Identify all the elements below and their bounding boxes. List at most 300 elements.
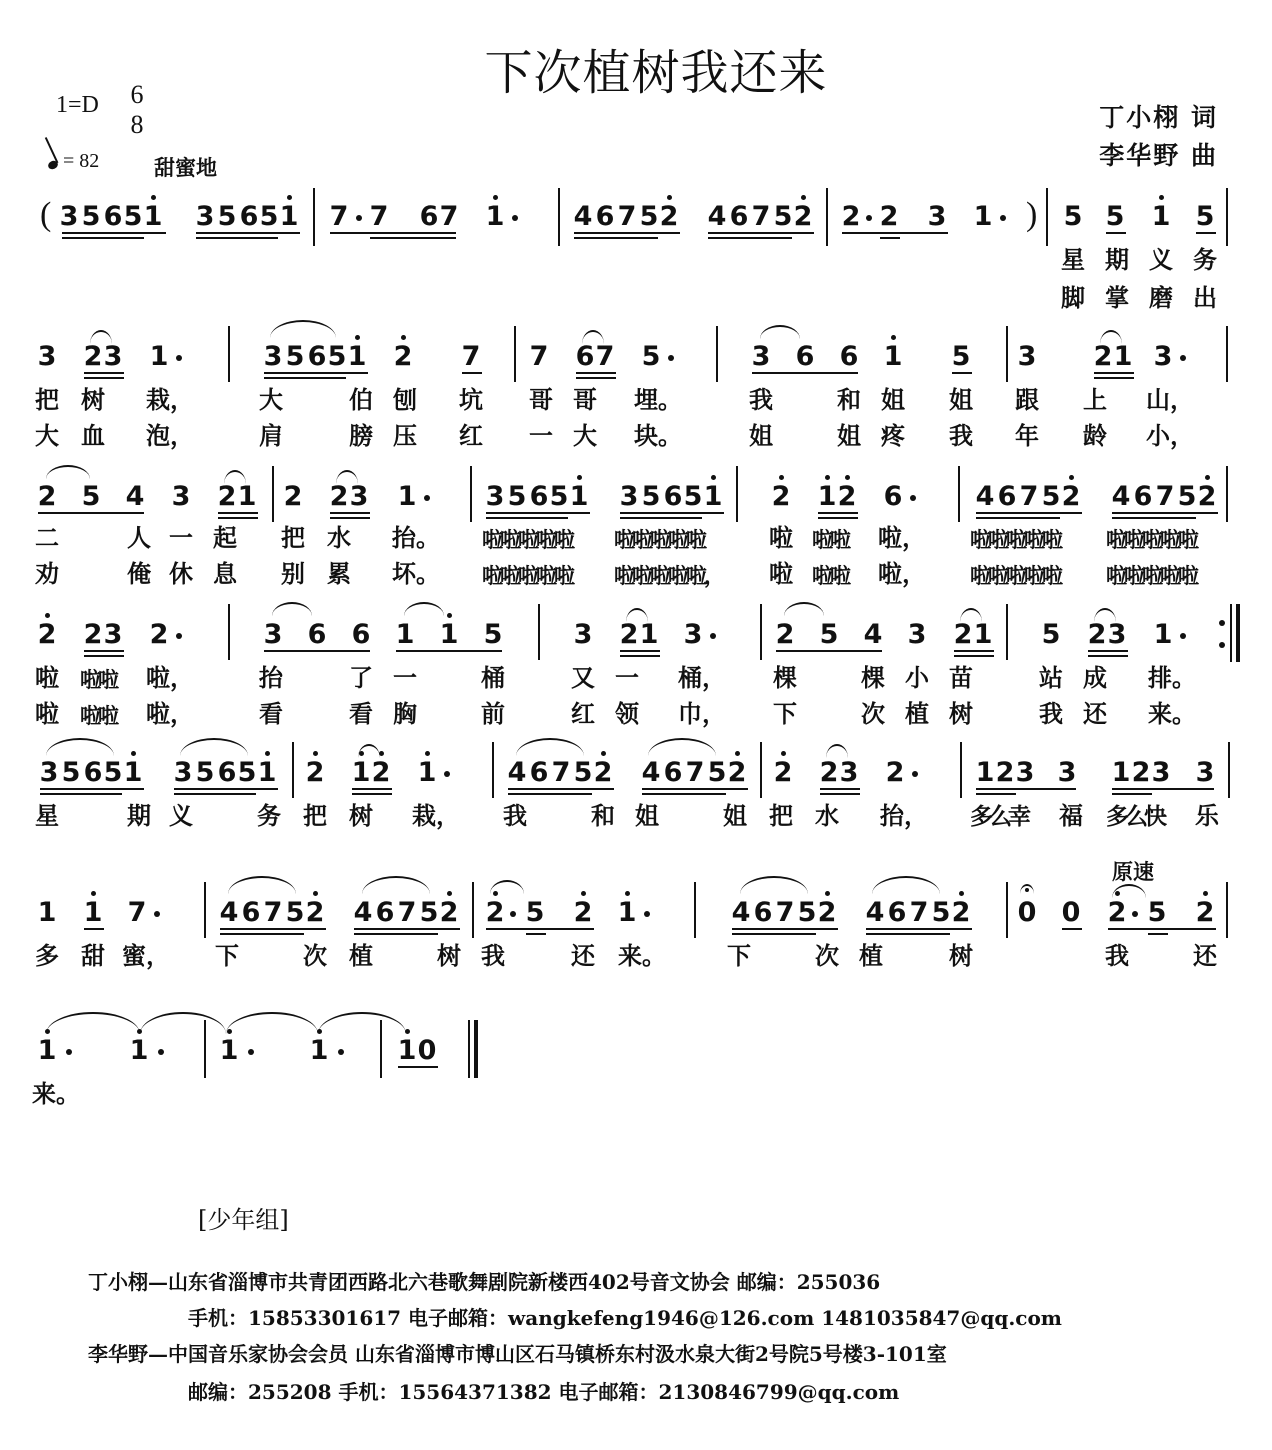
note-digit: 5: [1177, 481, 1197, 512]
lyric-syllable: 来。: [1148, 700, 1196, 728]
note-digit: 3: [263, 341, 283, 372]
duration-underline: [330, 232, 456, 234]
note-digit: 3: [839, 757, 859, 788]
lyric-syllable: 水: [327, 524, 351, 552]
duration-underline: [1088, 650, 1128, 652]
slur-arc: [140, 1012, 226, 1034]
lyric-syllable: 啦啦: [80, 668, 116, 692]
note-digit: 5: [81, 201, 101, 232]
note-digit: 3: [1017, 341, 1037, 372]
lyric-syllable: 啦啦啦啦啦: [1106, 528, 1196, 552]
duration-underline: [486, 517, 568, 519]
lyric-syllable: 来。: [618, 942, 666, 970]
note-digit: 3: [263, 619, 283, 650]
lyric-syllable: 我: [481, 942, 505, 970]
note-digit: 5: [123, 201, 143, 232]
lyric-syllable: 啦，: [878, 524, 926, 552]
lyric-syllable: 俺: [127, 560, 151, 588]
note-digit: 1: [569, 481, 589, 512]
duration-underline: [954, 650, 994, 652]
duration-underline: [84, 655, 124, 657]
note-digit: 3: [927, 201, 947, 232]
note-digit: 1: [123, 757, 143, 788]
lyric-syllable: 姐: [723, 802, 747, 830]
note-digit: 2: [727, 757, 747, 788]
note-digit: 1: [397, 481, 417, 512]
tempo-marking: [48, 150, 99, 173]
note-digit: 6: [753, 897, 773, 928]
lyric-syllable: 啦，: [878, 560, 926, 588]
lyric-syllable: 息: [213, 560, 237, 588]
lyric-syllable: 抬: [259, 664, 283, 692]
bar-line: [538, 604, 540, 660]
lyric-syllable: 星: [1061, 246, 1085, 274]
lyric-syllable: 二: [35, 524, 59, 552]
bar-line: [228, 326, 230, 382]
lyric-syllable: 哥: [529, 386, 553, 414]
slur-arc: [648, 738, 716, 756]
duration-underline: [708, 232, 814, 234]
lyric-syllable: 膀: [349, 422, 373, 450]
slur-arc: [760, 325, 800, 339]
duration-underline: [976, 517, 1060, 519]
slur-arc: [180, 738, 248, 756]
note-digit: 2: [593, 757, 613, 788]
duration-underline: [752, 372, 858, 374]
augmentation-dot: [1132, 911, 1138, 917]
note-digit: 2: [83, 341, 103, 372]
slur-arc: [362, 876, 430, 894]
augmentation-dot: [158, 1049, 164, 1055]
augmentation-dot: [644, 911, 650, 917]
duration-underline: [354, 928, 460, 930]
lyric-syllable: 植: [905, 700, 929, 728]
lyric-syllable: 小，: [1146, 422, 1194, 450]
duration-underline: [1094, 372, 1134, 374]
note-digit: 6: [839, 341, 859, 372]
duration-underline: [354, 933, 438, 935]
lyric-syllable: 树: [949, 700, 973, 728]
duration-underline: [40, 793, 122, 795]
bar-line: [468, 1020, 470, 1078]
slur-arc: [826, 744, 848, 758]
lyric-syllable: 栽，: [146, 386, 194, 414]
note-digit: 5: [1041, 619, 1061, 650]
bar-line: [1006, 326, 1008, 382]
slur-arc: [318, 1012, 406, 1034]
note-digit: 1: [1111, 757, 1131, 788]
lyric-syllable: 植: [349, 942, 373, 970]
lyric-syllable: 蜜，: [122, 942, 170, 970]
duration-underline: [84, 372, 124, 374]
lyric-syllable: 啦啦: [812, 564, 848, 588]
duration-underline: [1148, 933, 1168, 935]
note-digit: 1: [219, 1035, 239, 1066]
note-digit: 2: [995, 757, 1015, 788]
note-digit: 1: [617, 897, 637, 928]
note-digit: 2: [573, 897, 593, 928]
note-digit: 7: [1019, 481, 1039, 512]
augmentation-dot: [248, 1049, 254, 1055]
note-digit: 2: [771, 481, 791, 512]
lyric-syllable: 来。: [32, 1080, 80, 1108]
lyric-syllable: 肩: [259, 422, 283, 450]
note-digit: 7: [397, 897, 417, 928]
duration-underline: [576, 372, 616, 374]
bar-line: [1006, 882, 1008, 938]
note-digit: 2: [819, 757, 839, 788]
duration-underline: [620, 512, 724, 514]
note-digit: 6: [575, 341, 595, 372]
bar-line: [716, 326, 718, 382]
lyric-syllable: 还: [1083, 700, 1107, 728]
lyric-syllable: 我: [749, 386, 773, 414]
note-digit: 4: [865, 897, 885, 928]
lyric-syllable: 啦啦啦啦啦，: [614, 564, 722, 588]
note-digit: 6: [595, 201, 615, 232]
lyric-syllable: 和: [837, 386, 861, 414]
lyric-syllable: 次: [861, 700, 885, 728]
lyric-syllable: 期: [1105, 246, 1129, 274]
duration-underline: [976, 793, 1016, 795]
lyric-syllable: 啦: [35, 664, 59, 692]
duration-underline: [352, 788, 392, 790]
note-digit: 2: [837, 481, 857, 512]
note-digit: 4: [1111, 481, 1131, 512]
lyric-syllable: 啦啦啦啦啦: [970, 564, 1060, 588]
note-digit: 1: [975, 757, 995, 788]
duration-underline: [732, 928, 838, 930]
note-digit: 1: [973, 619, 993, 650]
lyric-syllable: 跟: [1015, 386, 1039, 414]
slur-arc: [740, 876, 808, 894]
lyric-syllable: 姐: [881, 386, 905, 414]
duration-underline: [976, 788, 1076, 790]
slur-arc: [46, 1012, 140, 1034]
duration-underline: [818, 512, 858, 514]
note-digit: 1: [237, 481, 257, 512]
note-digit: 3: [195, 201, 215, 232]
note-digit: 7: [617, 201, 637, 232]
lyric-syllable: 把: [281, 524, 305, 552]
lyric-syllable: 期: [127, 802, 151, 830]
duration-underline: [398, 1066, 438, 1068]
lyric-syllable: 山，: [1146, 386, 1194, 414]
duration-underline: [1112, 788, 1214, 790]
note-digit: 3: [1057, 757, 1077, 788]
note-digit: 2: [953, 619, 973, 650]
note-digit: 6: [795, 341, 815, 372]
lyric-syllable: 劝: [35, 560, 59, 588]
note-digit: 2: [83, 619, 103, 650]
duration-underline: [352, 793, 392, 795]
duration-underline: [264, 377, 346, 379]
note-digit: 5: [81, 481, 101, 512]
note-digit: 7: [775, 897, 795, 928]
duration-underline: [218, 512, 258, 514]
lyric-syllable: 和: [591, 802, 615, 830]
lyric-syllable: 啦啦啦啦啦: [1106, 564, 1196, 588]
lyric-syllable: 下: [215, 942, 239, 970]
note-digit: 5: [573, 757, 593, 788]
duration-underline: [62, 237, 144, 239]
lyric-syllable: 别: [281, 560, 305, 588]
lyric-syllable: 把: [769, 802, 793, 830]
note-digit: 1: [37, 1035, 57, 1066]
lyric-syllable: 大: [35, 422, 59, 450]
note-digit: 2: [371, 757, 391, 788]
note-digit: 1: [417, 757, 437, 788]
lyric-syllable: 红: [459, 422, 483, 450]
note-digit: 6: [1133, 481, 1153, 512]
note-digit: 2: [1131, 757, 1151, 788]
duration-underline: [574, 237, 658, 239]
lyric-syllable: 啦啦啦啦啦: [970, 528, 1060, 552]
bar-line: [472, 882, 474, 938]
duration-underline: [1112, 517, 1196, 519]
augmentation-dot: [1000, 215, 1006, 221]
lyric-syllable: 多: [35, 942, 59, 970]
note-digit: 5: [1041, 481, 1061, 512]
bar-line: [272, 466, 274, 522]
duration-underline: [1112, 512, 1218, 514]
lyric-syllable: 多么幸: [970, 804, 1027, 830]
quarter-note-icon: [47, 159, 59, 170]
slur-arc: [272, 602, 312, 616]
note-digit: 7: [551, 757, 571, 788]
lyric-syllable: 啦: [769, 524, 793, 552]
bar-line: [474, 1020, 478, 1078]
augmentation-dot: [176, 633, 182, 639]
note-digit: 5: [327, 341, 347, 372]
note-digit: 1: [703, 481, 723, 512]
bar-line: [1226, 188, 1228, 246]
lyric-syllable: 抬。: [392, 524, 440, 552]
lyric-syllable: 又: [571, 664, 595, 692]
note-digit: 3: [39, 757, 59, 788]
duration-underline: [1062, 928, 1082, 930]
note-digit: 5: [103, 757, 123, 788]
note-digit: 5: [195, 757, 215, 788]
lyric-syllable: 我: [1105, 942, 1129, 970]
lyricist-contact-phone-email: 手机：15853301617 电子邮箱：wangkefeng1946@126.com 1481035847@qq.com: [188, 1306, 1062, 1330]
lyric-syllable: 树: [349, 802, 373, 830]
lyric-syllable: 下: [727, 942, 751, 970]
note-digit: 3: [907, 619, 927, 650]
bar-line: [1230, 604, 1232, 662]
lyric-syllable: 姐: [949, 386, 973, 414]
note-digit: 5: [549, 481, 569, 512]
duration-underline: [842, 232, 948, 234]
tempo-value: = 82: [63, 150, 100, 172]
duration-underline: [196, 232, 300, 234]
lyric-syllable: 啦: [35, 700, 59, 728]
lyric-syllable: 累: [327, 560, 351, 588]
bar-line: [470, 466, 472, 522]
bar-line: [694, 882, 696, 938]
note-digit: 3: [1151, 757, 1171, 788]
note-digit: 6: [887, 897, 907, 928]
note-digit: 5: [683, 481, 703, 512]
composer-credit: 李华野 曲: [1099, 141, 1218, 170]
note-digit: 3: [103, 619, 123, 650]
close-parenthesis: ): [1026, 196, 1038, 233]
augmentation-dot: [66, 1049, 72, 1055]
note-digit: 2: [773, 757, 793, 788]
note-digit: 4: [975, 481, 995, 512]
bar-line: [1046, 188, 1048, 246]
lyric-syllable: 我: [503, 802, 527, 830]
lyric-syllable: 植: [859, 942, 883, 970]
duration-underline: [620, 517, 702, 519]
duration-underline: [220, 933, 304, 935]
lyric-syllable: 一: [615, 664, 639, 692]
duration-underline: [84, 928, 104, 930]
duration-underline: [880, 237, 900, 239]
lyric-syllable: 甜: [81, 942, 105, 970]
slur-arc: [226, 1012, 318, 1034]
note-digit: 1: [485, 201, 505, 232]
lyric-syllable: 星: [35, 802, 59, 830]
note-digit: 5: [1195, 201, 1215, 232]
lyric-syllable: 血: [81, 422, 105, 450]
bar-line: [380, 1020, 382, 1078]
note-digit: 2: [951, 897, 971, 928]
duration-underline: [642, 793, 726, 795]
bar-line: [204, 882, 206, 938]
lyricist-contact-address: 丁小栩—山东省淄博市共青团西路北六巷歌舞剧院新楼西402号音文协会 邮编：255036: [88, 1270, 881, 1294]
note-digit: 0: [417, 1035, 437, 1066]
note-digit: 0: [1017, 897, 1037, 928]
lyric-syllable: 休: [169, 560, 193, 588]
note-digit: 3: [1195, 757, 1215, 788]
lyric-syllable: 把: [303, 802, 327, 830]
bar-line: [1228, 742, 1230, 798]
note-digit: 6: [217, 757, 237, 788]
note-digit: 7: [909, 897, 929, 928]
duration-underline: [218, 517, 258, 519]
duration-underline: [174, 788, 278, 790]
slur-arc: [872, 876, 940, 894]
lyric-syllable: 龄: [1083, 422, 1107, 450]
duration-underline: [396, 650, 502, 652]
note-digit: 5: [951, 341, 971, 372]
bar-line: [1226, 882, 1228, 938]
note-digit: 4: [573, 201, 593, 232]
duration-underline: [642, 788, 748, 790]
lyric-syllable: 啦，: [146, 664, 194, 692]
lyric-syllable: 多么快: [1106, 804, 1163, 830]
bar-line: [558, 188, 560, 246]
tempo-primo-annotation: 原速: [1112, 860, 1154, 884]
note-digit: 0: [1061, 897, 1081, 928]
note-digit: 7: [461, 341, 481, 372]
lyric-syllable: 年: [1015, 422, 1039, 450]
lyric-syllable: 疼: [881, 422, 905, 450]
note-digit: 1: [309, 1035, 329, 1066]
note-digit: 2: [1195, 897, 1215, 928]
lyric-syllable: 福: [1059, 802, 1083, 830]
time-signature-top: 6: [130, 80, 144, 109]
note-digit: 5: [1147, 897, 1167, 928]
note-digit: 6: [241, 897, 261, 928]
note-digit: 2: [1087, 619, 1107, 650]
lyricist-credit: 丁小栩 词: [1099, 103, 1218, 132]
note-digit: 3: [103, 341, 123, 372]
note-digit: 3: [751, 341, 771, 372]
note-digit: 5: [419, 897, 439, 928]
composer-contact-phone-email: 邮编：255208 手机：15564371382 电子邮箱：2130846799@qq.com: [188, 1380, 900, 1404]
note-digit: 4: [641, 757, 661, 788]
duration-underline: [818, 517, 858, 519]
note-digit: 2: [879, 201, 899, 232]
slur-arc: [46, 465, 90, 479]
note-digit: 5: [641, 481, 661, 512]
lyric-syllable: 义: [169, 802, 193, 830]
lyric-syllable: 我: [949, 422, 973, 450]
note-digit: 5: [285, 341, 305, 372]
lyric-syllable: 啦啦啦啦啦: [482, 564, 572, 588]
lyric-syllable: 块。: [634, 422, 682, 450]
note-digit: 5: [217, 201, 237, 232]
lyric-syllable: 领: [615, 700, 639, 728]
bar-line: [292, 742, 294, 798]
note-digit: 7: [751, 201, 771, 232]
bar-line: [1006, 604, 1008, 660]
note-digit: 7: [263, 897, 283, 928]
note-digit: 1: [397, 1035, 417, 1066]
note-digit: 2: [619, 619, 639, 650]
duration-underline: [1088, 655, 1128, 657]
duration-underline: [486, 928, 594, 930]
lyric-syllable: 出: [1193, 284, 1217, 312]
note-digit: 5: [483, 619, 503, 650]
bar-line: [492, 742, 494, 798]
note-digit: 5: [61, 757, 81, 788]
lyric-syllable: 掌: [1105, 284, 1129, 312]
note-digit: 2: [37, 481, 57, 512]
bar-line: [1236, 604, 1240, 662]
duration-underline: [620, 655, 660, 657]
note-digit: 1: [395, 619, 415, 650]
note-digit: 6: [307, 341, 327, 372]
note-digit: 2: [149, 619, 169, 650]
lyric-syllable: 义: [1149, 246, 1173, 274]
slur-arc: [228, 876, 296, 894]
bar-line: [760, 742, 762, 798]
lyric-syllable: 啦啦: [80, 704, 116, 728]
note-digit: 6: [103, 201, 123, 232]
note-digit: 1: [351, 757, 371, 788]
note-digit: 6: [307, 619, 327, 650]
note-digit: 1: [1113, 341, 1133, 372]
note-digit: 2: [393, 341, 413, 372]
lyric-syllable: 上: [1083, 386, 1107, 414]
augmentation-dot: [356, 215, 362, 221]
duration-underline: [952, 372, 972, 374]
lyric-syllable: 还: [1193, 942, 1217, 970]
lyric-syllable: 坏。: [392, 560, 440, 588]
lyric-syllable: 了: [349, 664, 373, 692]
note-digit: 7: [595, 341, 615, 372]
note-digit: 5: [819, 619, 839, 650]
duration-underline: [330, 512, 370, 514]
lyric-syllable: 巾，: [678, 700, 726, 728]
duration-underline: [462, 372, 482, 374]
note-digit: 2: [1093, 341, 1113, 372]
bar-line: [313, 188, 315, 246]
duration-underline: [84, 377, 124, 379]
